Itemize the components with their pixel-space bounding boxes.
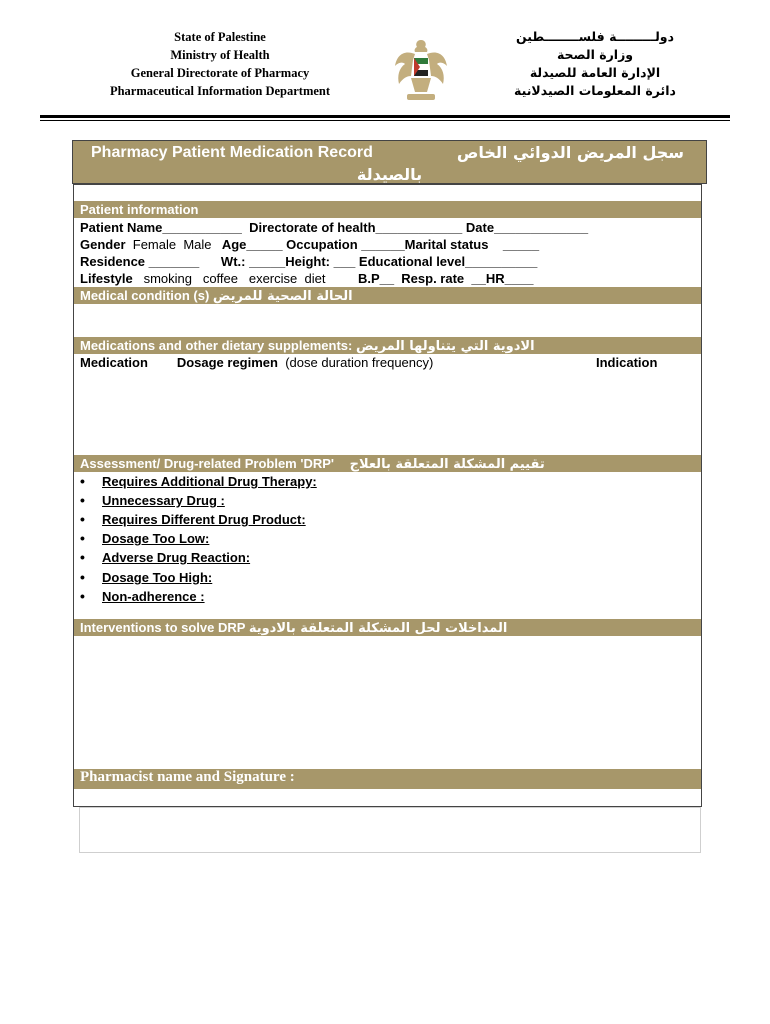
col-dosage: Dosage regimen: [176, 355, 278, 370]
header-left-block: [80, 28, 360, 100]
drp-item[interactable]: [80, 549, 250, 566]
patient-info-heading: Patient information: [80, 202, 199, 217]
medications-heading-en: Medications and other dietary supplements:: [80, 338, 353, 353]
medications-area[interactable]: [74, 373, 701, 455]
medical-condition-heading-en: Medical condition (s): [80, 288, 210, 303]
bullet-icon: •: [80, 588, 85, 604]
header-left-line: Ministry of Health: [170, 48, 270, 62]
drp-item-label: Dosage Too Low:: [102, 531, 210, 546]
residence-line[interactable]: Residence _______ Wt.: _____Height: ___ Educational level__________: [80, 254, 538, 269]
header-right-line: الإدارة العامة للصيدلة: [529, 65, 661, 80]
interventions-heading-ar: المداخلات لحل المشكلة المتعلقة بالادوية: [248, 621, 508, 636]
drp-item[interactable]: [80, 511, 306, 528]
col-indication: Indication: [596, 355, 658, 370]
age-occupation-marital[interactable]: Age_____ Occupation ______Marital status _____: [211, 237, 540, 252]
drp-item[interactable]: [80, 492, 225, 509]
drp-item[interactable]: [80, 569, 212, 586]
interventions-area[interactable]: [74, 636, 701, 769]
bullet-icon: •: [80, 492, 85, 508]
bullet-icon: •: [80, 549, 85, 565]
drp-item-label: Adverse Drug Reaction:: [102, 550, 251, 565]
medical-condition-header: [74, 287, 701, 304]
bullet-icon: •: [80, 569, 85, 585]
drp-item-label: Dosage Too High:: [102, 570, 213, 585]
header-right-line: وزارة الصحة: [556, 47, 634, 62]
bullet-icon: •: [80, 530, 85, 546]
col-medication: Medication: [80, 355, 148, 370]
patient-name-line[interactable]: Patient Name___________ Directorate of health____________ Date_____________: [80, 220, 589, 235]
signature-label: Pharmacist name and Signature :: [80, 769, 295, 785]
header-left-line: Pharmaceutical Information Department: [109, 84, 331, 98]
medication-record-form: [73, 184, 702, 807]
lifestyle-line[interactable]: [80, 271, 534, 287]
assessment-header: [74, 455, 701, 472]
header-left-line: State of Palestine: [174, 30, 266, 44]
medications-heading-ar: الادوية التي يتناولها المريض: [355, 339, 535, 354]
header-divider: [40, 115, 730, 118]
drp-item[interactable]: [80, 588, 205, 605]
header-right-line: دولـــــــــة فلســــــــطين: [516, 29, 674, 44]
drp-item-label: Requires Different Drug Product:: [102, 512, 306, 527]
drp-item-label: Non-adherence :: [102, 589, 205, 604]
header-left-line: General Directorate of Pharmacy: [130, 66, 310, 80]
form-title-en: Pharmacy Patient Medication Record: [91, 144, 373, 161]
gender-label: Gender: [80, 237, 133, 252]
form-title-box: [72, 140, 707, 184]
drp-item[interactable]: [80, 473, 317, 490]
drp-item-label: Requires Additional Drug Therapy:: [102, 474, 317, 489]
interventions-header: [74, 619, 701, 636]
gender-age-line[interactable]: [80, 237, 539, 253]
patient-info-header: [74, 201, 701, 218]
drp-item-label: Unnecessary Drug :: [102, 493, 225, 508]
drp-item[interactable]: [80, 530, 209, 547]
header-right-block: [485, 28, 705, 100]
gender-options[interactable]: Female Male: [132, 237, 212, 252]
bullet-icon: •: [80, 473, 85, 489]
col-dosage-hint: (dose duration frequency): [285, 355, 434, 370]
medications-header: [74, 337, 701, 354]
vitals-fields[interactable]: B.P__ Resp. rate __HR____: [325, 271, 534, 286]
medical-condition-heading-ar: الحالة الصحية للمريض: [212, 289, 353, 304]
header-divider-thin: [40, 120, 730, 121]
interventions-heading-en: Interventions to solve DRP: [80, 620, 246, 635]
header-right-line: دائرة المعلومات الصيدلانية: [514, 83, 676, 98]
assessment-heading-ar: تقييم المشكلة المتعلقة بالعلاج: [349, 457, 545, 472]
form-title-ar: سجل المريض الدوائي الخاص: [456, 143, 684, 162]
assessment-heading-en: Assessment/ Drug-related Problem 'DRP': [80, 456, 334, 471]
signature-box[interactable]: [79, 807, 701, 853]
eagle-emblem-icon: [393, 36, 449, 106]
signature-area[interactable]: [74, 789, 701, 806]
lifestyle-options[interactable]: smoking coffee exercise diet: [143, 271, 326, 286]
bullet-icon: •: [80, 511, 85, 527]
medications-columns: [80, 355, 433, 371]
form-title-ar-line2: بالصيدلة: [356, 165, 423, 184]
lifestyle-label: Lifestyle: [80, 271, 144, 286]
medical-condition-area[interactable]: [74, 304, 701, 337]
